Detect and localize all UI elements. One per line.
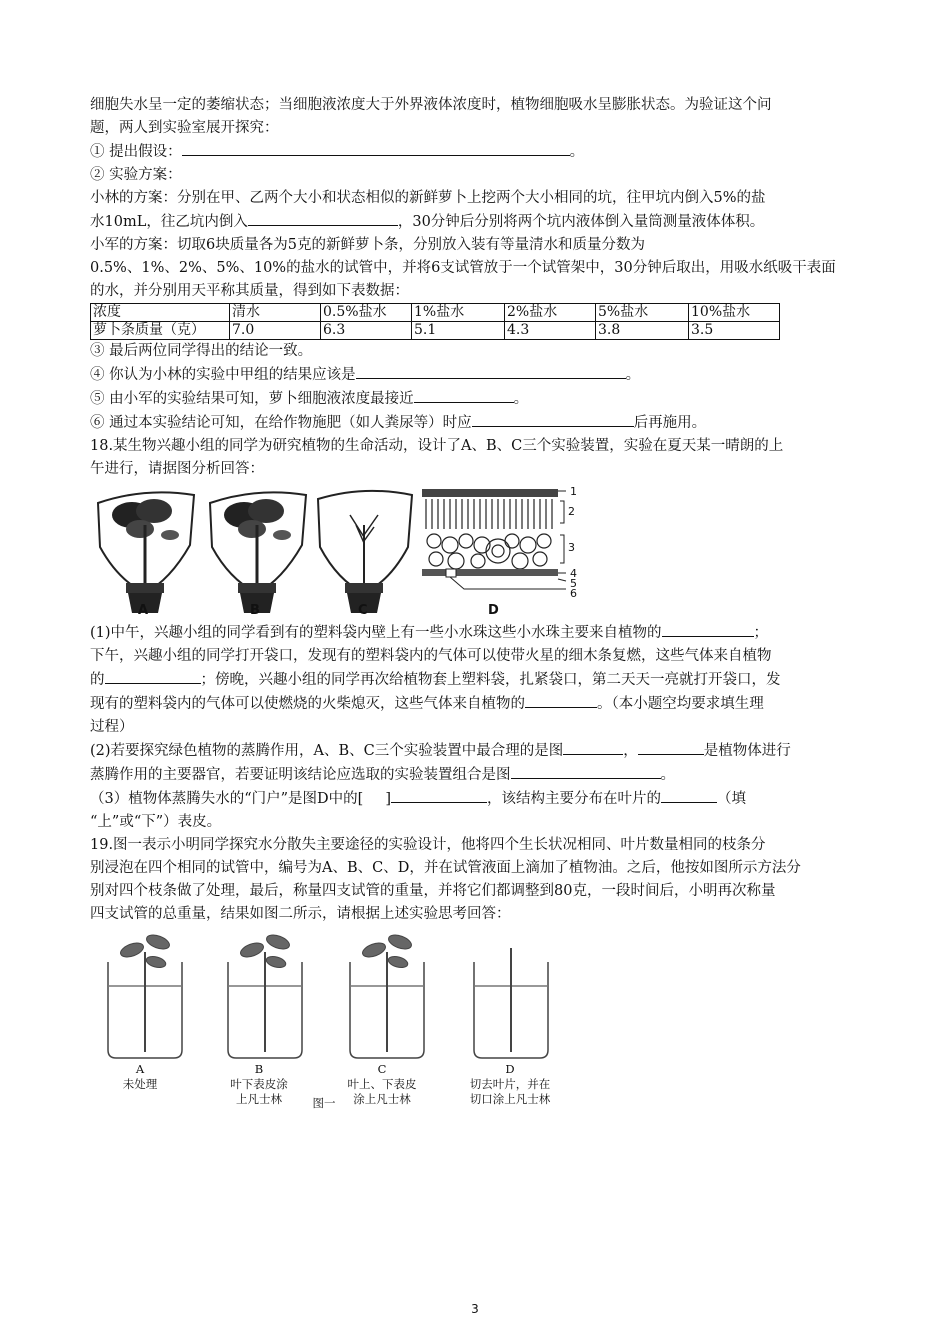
figure-18 (90, 485, 862, 617)
figure-19-title: 图一 (312, 1096, 336, 1110)
caption-b (214, 1062, 304, 1107)
table-cell: 7.0 (230, 322, 321, 340)
caption-b-text: 上凡士林 (236, 1092, 282, 1106)
answer-blank[interactable] (391, 787, 487, 803)
text-line: 别浸泡在四个相同的试管中，编号为A、B、C、D，并在试管液面上滴加了植物油。之后，他按如图所示方法分 (90, 860, 801, 876)
answer-blank[interactable] (511, 763, 661, 779)
figure-19 (90, 932, 862, 1122)
caption-d-text: 切去叶片，并在 (469, 1077, 551, 1091)
caption-c (336, 1062, 428, 1107)
table-cell: 4.3 (505, 322, 596, 340)
caption-a-letter: A (135, 1062, 145, 1076)
p1-line (90, 621, 862, 645)
table-cell: 浓度 (91, 304, 230, 322)
text-line: ② 实验方案： (90, 167, 182, 183)
xiaolin-plan-line (90, 210, 862, 234)
setup-c-figure (312, 485, 417, 617)
table-cell: 萝卜条质量（克） (91, 322, 230, 340)
text-line: 的水，并分别用天平称其质量，得到如下表数据： (90, 283, 409, 299)
p7-line (90, 763, 862, 787)
figure-label-d: D (488, 603, 499, 618)
data-table (90, 303, 780, 340)
text: （3）植物体蒸腾失水的“门户”是图D中的[ (90, 791, 364, 807)
table-cell: 2%盐水 (505, 304, 596, 322)
table-row (91, 304, 780, 322)
text-line: 小军的方案：切取6块质量各为5克的新鲜萝卜条，分别放入装有等量清水和质量分数为 (90, 237, 645, 253)
answer-blank[interactable] (414, 387, 514, 403)
caption-b-text: 叶下表皮涂 (230, 1077, 288, 1091)
table-cell: 5.1 (412, 322, 505, 340)
figure-label-c: C (358, 603, 368, 618)
text: ④ 你认为小林的实验中甲组的结果应该是 (90, 367, 356, 383)
text: 。 (569, 144, 585, 160)
table-cell: 清水 (230, 304, 321, 322)
q4-line (90, 363, 862, 387)
question-19-line: 19.图一表示小明同学探究水分散失主要途径的实验设计，他将四个生长状况相同、叶片数量相同的枝条分 (90, 837, 766, 853)
text: 。（本小题空均要求填生理 (597, 696, 764, 712)
table-cell: 10%盐水 (689, 304, 780, 322)
text: 现有的塑料袋内的气体可以使燃烧的火柴熄灭，这些气体来自植物的 (90, 696, 525, 712)
text: 。 (625, 367, 641, 383)
hypothesis-line (90, 140, 862, 164)
p6-line (90, 739, 862, 763)
document-page (90, 94, 862, 1122)
q5-line (90, 387, 862, 411)
d-label-1: 1 (570, 485, 577, 498)
figure-label-a: A (138, 603, 149, 618)
text-line: 下午，兴趣小组的同学打开袋口，发现有的塑料袋内的气体可以使带火星的细木条复燃，这些气体来自植物 (90, 648, 772, 664)
text: ① 提出假设： (90, 144, 182, 160)
text: (1)中午，兴趣小组的同学看到有的塑料袋内壁上有一些小水珠这些小水珠主要来自植物的 (90, 625, 662, 641)
text: 蒸腾作用的主要器官，若要证明该结论应选取的实验装置组合是图 (90, 767, 511, 783)
p4-line (90, 692, 862, 716)
figure-label-b: B (250, 603, 260, 618)
text: 的 (90, 672, 105, 688)
answer-blank[interactable] (472, 411, 634, 427)
text: （填 (717, 791, 747, 807)
text-line: 四支试管的总重量，结果如图二所示，请根据上述实验思考回答： (90, 906, 511, 922)
answer-blank[interactable] (662, 621, 754, 637)
answer-blank[interactable] (638, 739, 704, 755)
answer-blank[interactable] (356, 363, 626, 379)
text: (2)若要探究绿色植物的蒸腾作用，A、B、C三个实验装置中最合理的是图 (90, 743, 564, 759)
text: ，30分钟后分别将两个坑内液体倒入量筒测量液体体积。 (397, 214, 765, 230)
table-cell: 3.8 (596, 322, 689, 340)
table-cell: 5%盐水 (596, 304, 689, 322)
text-line: 过程） (90, 719, 134, 735)
text: ⑤ 由小军的实验结果可知，萝卜细胞液浓度最接近 (90, 391, 414, 407)
setup-b-figure (202, 485, 312, 617)
table-cell: 6.3 (321, 322, 412, 340)
d-label-6: 6 (570, 587, 577, 600)
d-label-3: 3 (568, 541, 575, 554)
caption-d (458, 1062, 562, 1107)
table-cell: 3.5 (689, 322, 780, 340)
answer-blank[interactable] (563, 739, 623, 755)
text: ；傍晚，兴趣小组的同学再次给植物套上塑料袋，扎紧袋口，第二天天一亮就打开袋口，发 (200, 672, 781, 688)
caption-b-letter: B (254, 1062, 264, 1076)
text: 。 (513, 391, 529, 407)
text: ⑥ 通过本实验结论可知，在给作物施肥（如人粪尿等）时应 (90, 415, 472, 431)
table-cell: 0.5%盐水 (321, 304, 412, 322)
caption-c-text: 涂上凡士林 (353, 1092, 411, 1106)
table-cell: 1%盐水 (412, 304, 505, 322)
text-line: 0.5%、1%、2%、5%、10%的盐水的试管中，并将6支试管放于一个试管架中，30分钟后取出，用吸水纸吸干表面 (90, 260, 836, 276)
caption-c-text: 叶上、下表皮 (347, 1077, 417, 1091)
q6-line (90, 411, 862, 435)
text-line: 细胞失水呈一定的萎缩状态；当细胞液浓度大于外界液体浓度时，植物细胞吸水呈膨胀状态。为验证这个问 (90, 97, 772, 113)
answer-blank[interactable] (525, 692, 597, 708)
text: 是植物体进行 (703, 743, 791, 759)
plan-blank[interactable] (248, 210, 398, 226)
text-line: 别对四个枝条做了处理，最后，称量四支试管的重量，并将它们都调整到80克，一段时间后，小明再次称量 (90, 883, 776, 899)
p8-line (90, 787, 862, 811)
page-number: 3 (471, 1302, 479, 1316)
setup-a-figure (90, 485, 200, 617)
text: 后再施用。 (633, 415, 707, 431)
d-label-5: 5 (570, 577, 577, 590)
leaf-cross-section-d (420, 485, 582, 617)
question-18-line: 18.某生物兴趣小组的同学为研究植物的生命活动，设计了A、B、C三个实验装置，实验在夏天某一晴朗的上 (90, 438, 784, 454)
answer-blank[interactable] (661, 787, 717, 803)
caption-c-letter: C (377, 1062, 387, 1076)
text-line: 小林的方案：分别在甲、乙两个大小和状态相似的新鲜萝卜上挖两个大小相同的坑，往甲坑内倒入5%的盐 (90, 190, 766, 206)
caption-a-text: 未处理 (122, 1077, 158, 1091)
text: ； (753, 625, 769, 641)
text-line: 午进行，请据图分析回答： (90, 461, 264, 477)
d-label-4: 4 (570, 567, 577, 580)
text: 水10mL，往乙坑内倒入 (90, 214, 248, 230)
text-line: “上”或“下”）表皮。 (90, 814, 222, 830)
text: ， (623, 743, 638, 759)
table-row (91, 322, 780, 340)
answer-blank[interactable] (105, 668, 201, 684)
text: ，该结构主要分布在叶片的 (487, 791, 662, 807)
p3-line (90, 668, 862, 692)
text: 。 (660, 767, 675, 783)
text: ] (385, 791, 392, 807)
hypothesis-blank[interactable] (182, 140, 570, 156)
text-line: 题，两人到实验室展开探究： (90, 120, 279, 136)
caption-d-text: 切口涂上凡士林 (469, 1092, 551, 1106)
text-line: ③ 最后两位同学得出的结论一致。 (90, 343, 313, 359)
caption-d-letter: D (505, 1062, 515, 1076)
figure-19-drawing (100, 932, 580, 1072)
d-label-2: 2 (568, 505, 575, 518)
caption-a (98, 1062, 182, 1092)
